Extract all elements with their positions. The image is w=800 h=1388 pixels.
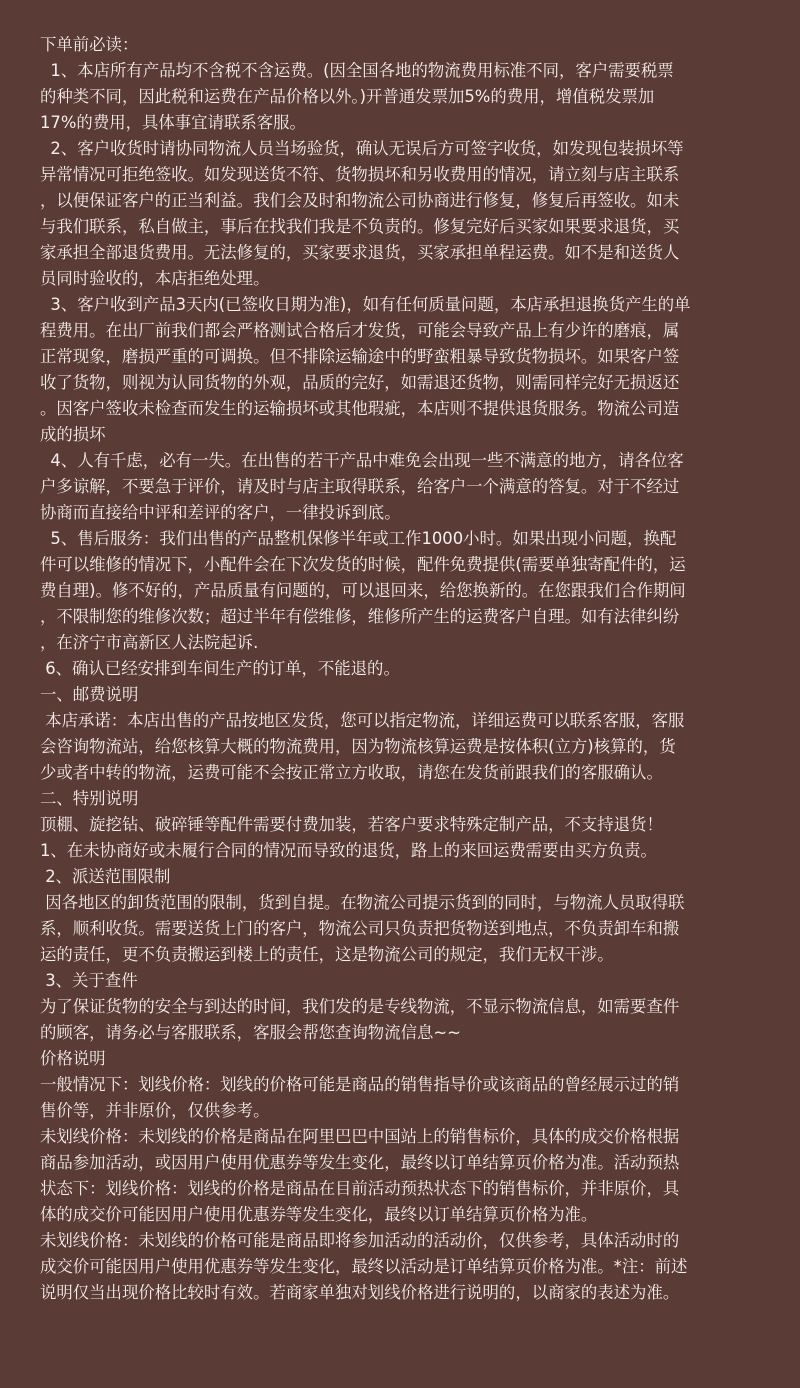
notice-line: 1、本店所有产品均不含税不含运费。(因全国各地的物流费用标准不同，客户需要税票: [40, 61, 674, 80]
notice-line: 收了货物，则视为认同货物的外观，品质的完好，如需退还货物，则需同样完好无损返还: [40, 373, 680, 392]
notice-line: 成的损坏: [40, 425, 106, 444]
notice-line: 未划线价格：未划线的价格可能是商品即将参加活动的活动价，仅供参考，具体活动时的: [40, 1231, 680, 1250]
notice-line: 1、在未协商好或未履行合同的情况而导致的退货，路上的来回运费需要由买方负责。: [40, 841, 657, 860]
notice-line: 。因客户签收未检查而发生的运输损坏或其他瑕疵，本店则不提供退货服务。物流公司造: [40, 399, 680, 418]
notice-line: 2、派送范围限制: [40, 867, 171, 886]
notice-line: 运的责任，更不负责搬运到楼上的责任，这是物流公司的规定，我们无权干涉。: [40, 945, 614, 964]
notice-line: 价格说明: [40, 1049, 106, 1068]
notice-line: 的顾客，请务必与客服联系，客服会帮您查询物流信息~~: [40, 1023, 461, 1042]
notice-line: 与我们联系，私自做主，事后在找我们我是不负责的。修复完好后买家如果要求退货，买: [40, 217, 680, 236]
notice-line: ，以便保证客户的正当利益。我们会及时和物流公司协商进行修复，修复后再签收。如未: [40, 191, 680, 210]
notice-line: 售价等，并非原价，仅供参考。: [40, 1101, 270, 1120]
notice-line: 为了保证货物的安全与到达的时间，我们发的是专线物流，不显示物流信息，如需要查件: [40, 997, 680, 1016]
notice-line: 二、特别说明: [40, 789, 139, 808]
notice-line: 会咨询物流站，给您核算大概的物流费用，因为物流核算运费是按体积(立方)核算的，货: [40, 737, 676, 756]
notice-line: 的种类不同，因此税和运费在产品价格以外。)开普通发票加5%的费用，增值税发票加: [40, 87, 655, 106]
notice-line: 一、邮费说明: [40, 685, 139, 704]
notice-line: 异常情况可拒绝签收。如发现送货不符、货物损坏和另收费用的情况，请立刻与店主联系: [40, 165, 680, 184]
notice-line: 程费用。在出厂前我们都会严格测试合格后才发货，可能会导致产品上有少许的磨痕，属: [40, 321, 680, 340]
notice-line: 3、客户收到产品3天内(已签收日期为准)，如有任何质量问题，本店承担退换货产生的单: [40, 295, 691, 314]
notice-line: 3、关于查件: [40, 971, 138, 990]
notice-line: 2、客户收货时请协同物流人员当场验货，确认无误后方可签字收货，如发现包装损坏等: [40, 139, 684, 158]
notice-line: 4、人有千虑，必有一失。在出售的若干产品中难免会出现一些不满意的地方，请各位客: [40, 451, 684, 470]
notice-line: 本店承诺：本店出售的产品按地区发货，您可以指定物流，详细运费可以联系客服，客服: [40, 711, 685, 730]
notice-line: 户多谅解，不要急于评价，请及时与店主取得联系，给客户一个满意的答复。对于不经过: [40, 477, 680, 496]
notice-line: 下单前必读：: [40, 35, 139, 54]
notice-line: 5、售后服务：我们出售的产品整机保修半年或工作1000小时。如果出现小问题，换配: [40, 529, 677, 548]
notice-line: ，在济宁市高新区人法院起诉.: [40, 633, 259, 652]
notice-line: 系，顺利收货。需要送货上门的客户，物流公司只负责把货物送到地点，不负责卸车和搬: [40, 919, 680, 938]
notice-line: 件可以维修的情况下，小配件会在下次发货的时候，配件免费提供(需要单独寄配件的，运: [40, 555, 686, 574]
notice-line: 因各地区的卸货范围的限制，货到自提。在物流公司提示货到的同时，与物流人员取得联: [40, 893, 685, 912]
notice-line: 商品参加活动，或因用户使用优惠券等发生变化，最终以订单结算页价格为准。活动预热: [40, 1153, 680, 1172]
notice-line: ，不限制您的维修次数；超过半年有偿维修，维修所产生的运费客户自理。如有法律纠纷: [40, 607, 680, 626]
notice-line: 说明仅当出现价格比较时有效。若商家单独对划线价格进行说明的，以商家的表述为准。: [40, 1283, 680, 1302]
notice-line: 顶棚、旋挖钻、破碎锤等配件需要付费加装，若客户要求特殊定制产品，不支持退货！: [40, 815, 663, 834]
notice-line: 协商而直接给中评和差评的客户，一律投诉到底。: [40, 503, 401, 522]
notice-line: 少或者中转的物流，运费可能不会按正常立方收取，请您在发货前跟我们的客服确认。: [40, 763, 663, 782]
notice-line: 17%的费用，具体事宜请联系客服。: [40, 113, 306, 132]
notice-line: 成交价可能因用户使用优惠券等发生变化，最终以活动是订单结算页价格为准。*注：前述: [40, 1257, 688, 1276]
notice-line: 状态下：划线价格：划线的价格是商品在目前活动预热状态下的销售标价，并非原价，具: [40, 1179, 680, 1198]
notice-line: 费自理)。修不好的，产品质量有问题的，可以退回来，给您换新的。在您跟我们合作期间: [40, 581, 686, 600]
notice-line: 正常现象，磨损严重的可调换。但不排除运输途中的野蛮粗暴导致货物损坏。如果客户签: [40, 347, 680, 366]
notice-line: 一般情况下：划线价格：划线的价格可能是商品的销售指导价或该商品的曾经展示过的销: [40, 1075, 680, 1094]
notice-line: 未划线价格：未划线的价格是商品在阿里巴巴中国站上的销售标价，具体的成交价格根据: [40, 1127, 680, 1146]
notice-line: 体的成交价可能因用户使用优惠券等发生变化，最终以订单结算页价格为准。: [40, 1205, 598, 1224]
notice-line: 家承担全部退货费用。无法修复的，买家要求退货，买家承担单程运费。如不是和送货人: [40, 243, 680, 262]
notice-line: 6、确认已经安排到车间生产的订单，不能退的。: [40, 659, 400, 678]
notice-line: 员同时验收的，本店拒绝处理。: [40, 269, 270, 288]
